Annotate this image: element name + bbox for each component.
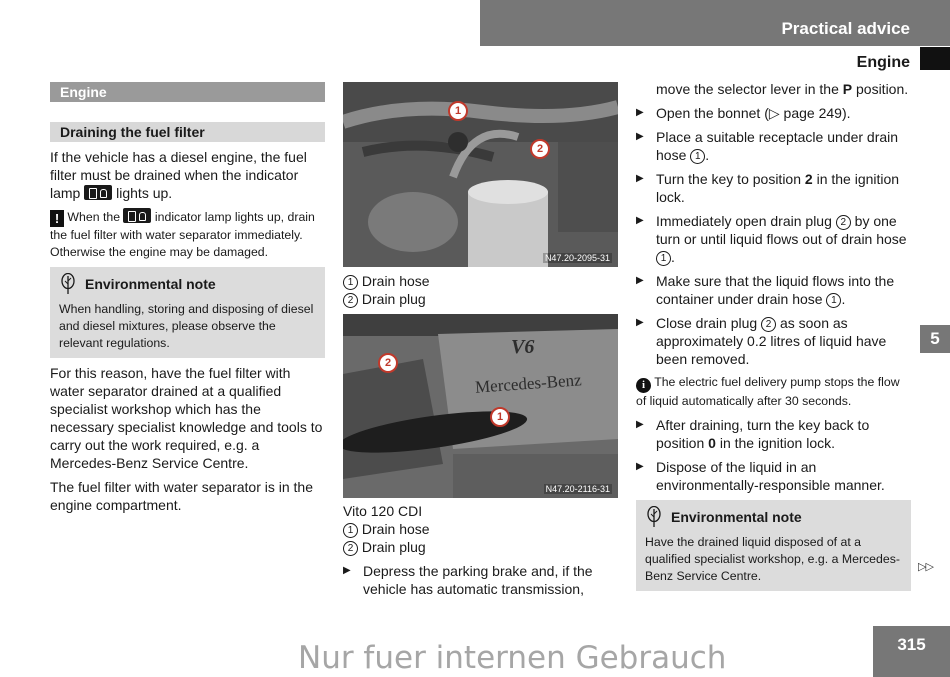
legend-drain-plug: Drain plug <box>361 291 426 307</box>
step-turn-key: ▶ Turn the key to position 2 in the ignition lock. <box>636 171 900 205</box>
environmental-note-body: Have the drained liquid disposed of at a qualified specialist workshop, e.g. a Mercedes-Benz Service Centre. <box>645 535 900 583</box>
fuel-filter-water-lamp-icon <box>123 208 151 223</box>
step-parking-brake: ▶ Depress the parking brake and, if the vehicle has automatic transmission, <box>343 563 593 597</box>
brand-lettering: Mercedes-Benz <box>474 370 583 397</box>
step-after-draining: ▶ After draining, turn the key back to position 0 in the ignition lock. <box>636 417 870 451</box>
environmental-note-title: Environmental note <box>85 276 216 292</box>
callout-number-icon: 2 <box>761 317 776 332</box>
play-triangle-icon: ▶ <box>343 565 351 576</box>
legend-drain-hose: Drain hose <box>361 273 430 289</box>
warning-text: When the <box>67 210 121 224</box>
warning-exclamation-icon: ! <box>50 210 64 227</box>
play-triangle-icon: ▶ <box>636 275 644 286</box>
step-close-drain-plug: ▶ Close drain plug 2 as soon as approximately 0.2 litres of liquid have been removed. <box>636 315 887 367</box>
left-column <box>50 82 325 520</box>
chapter-title: Practical advice <box>781 19 910 38</box>
step-open-bonnet: ▶ Open the bonnet (▷ page 249). <box>636 105 851 121</box>
callout-number-icon: 2 <box>343 541 358 556</box>
callout-2: 2 <box>378 353 398 373</box>
environment-leaf-icon <box>59 273 77 295</box>
continue-arrows-icon: ▷▷ <box>918 561 933 573</box>
environmental-note-title: Environmental note <box>671 509 802 525</box>
callout-number-icon: 2 <box>343 293 358 308</box>
callout-number-icon: 1 <box>690 149 705 164</box>
callout-1: 1 <box>490 407 510 427</box>
intro-text-end: lights up. <box>116 185 173 201</box>
workshop-paragraph: For this reason, have the fuel filter with water separator drained at a qualified specialist workshop which has the necessary specialist knowledge and tools to carry out the work required, e.g. a Mercedes-Benz Service Centre. <box>50 365 323 471</box>
section-title-bar: Engine <box>50 82 325 102</box>
photo-1-legend <box>343 272 618 308</box>
legend-drain-plug-2: Drain plug <box>361 539 426 555</box>
step-check-flow: ▶ Make sure that the liquid flows into the container under drain hose 1 . <box>636 273 895 307</box>
middle-lower-text <box>343 502 618 604</box>
environmental-note-body: When handling, storing and disposing of diesel and diesel mixtures, please observe the relevant regulations. <box>59 302 314 350</box>
callout-2: 2 <box>530 139 550 159</box>
section-header: Engine <box>856 54 910 71</box>
play-triangle-icon: ▶ <box>636 419 644 430</box>
engine-photo-1 <box>343 82 618 267</box>
callout-1: 1 <box>448 101 468 121</box>
info-note: i The electric fuel delivery pump stops the flow of liquid automatically after 30 seconds. <box>636 375 900 408</box>
continuation-text: move the selector lever in the P position. <box>656 81 909 97</box>
engine-photo-2 <box>343 314 618 498</box>
play-triangle-icon: ▶ <box>636 317 644 328</box>
subsection-title-bar: Draining the fuel filter <box>50 122 325 142</box>
page-number: 315 <box>873 626 950 677</box>
intro-text: If the vehicle has a diesel engine, the fuel filter must be drained when the indicator lamp <box>50 149 307 201</box>
environmental-note <box>50 267 325 358</box>
warning-paragraph <box>50 208 325 261</box>
right-column <box>636 80 911 591</box>
legend-drain-hose-2: Drain hose <box>361 521 430 537</box>
play-triangle-icon: ▶ <box>636 173 644 184</box>
callout-number-icon: 1 <box>343 275 358 290</box>
engine-photo-1-image <box>343 82 618 267</box>
play-triangle-icon: ▶ <box>636 215 644 226</box>
engine-photo-2-image <box>343 314 618 498</box>
environment-leaf-icon <box>645 506 663 528</box>
chapter-tab: 5 <box>920 325 950 353</box>
v6-badge: V6 <box>511 336 535 358</box>
callout-number-icon: 1 <box>656 251 671 266</box>
header-marker <box>920 47 950 70</box>
step-dispose: ▶ Dispose of the liquid in an environmentally-responsible manner. <box>636 459 885 493</box>
photo-2-reference: N47.20-2116-31 <box>545 484 610 494</box>
info-icon: i <box>636 378 651 393</box>
page-ref-arrow-icon: ▷ <box>768 105 780 121</box>
warning-text-end: indicator lamp lights up, drain the fuel filter with water separator immediately. Otherwise the engine may be damaged. <box>50 210 315 259</box>
photo-1-reference: N47.20-2095-31 <box>544 253 610 263</box>
play-triangle-icon: ▶ <box>636 131 644 142</box>
vito-model-label: Vito 120 CDI <box>343 503 423 519</box>
play-triangle-icon: ▶ <box>636 461 644 472</box>
callout-number-icon: 1 <box>826 293 841 308</box>
fuel-filter-water-lamp-icon <box>84 185 112 200</box>
callout-number-icon: 2 <box>836 215 851 230</box>
intro-paragraph <box>50 148 325 202</box>
header-bar <box>480 0 950 46</box>
environmental-note-2 <box>636 500 911 591</box>
step-place-receptacle: ▶ Place a suitable receptacle under drain hose 1 . <box>636 129 899 163</box>
location-paragraph: The fuel filter with water separator is in the engine compartment. <box>50 479 314 513</box>
watermark: Nur fuer internen Gebrauch <box>298 640 727 676</box>
step-open-drain-plug: ▶ Immediately open drain plug 2 by one turn or until liquid flows out of drain hose 1 . <box>636 213 907 265</box>
play-triangle-icon: ▶ <box>636 107 644 118</box>
callout-number-icon: 1 <box>343 523 358 538</box>
